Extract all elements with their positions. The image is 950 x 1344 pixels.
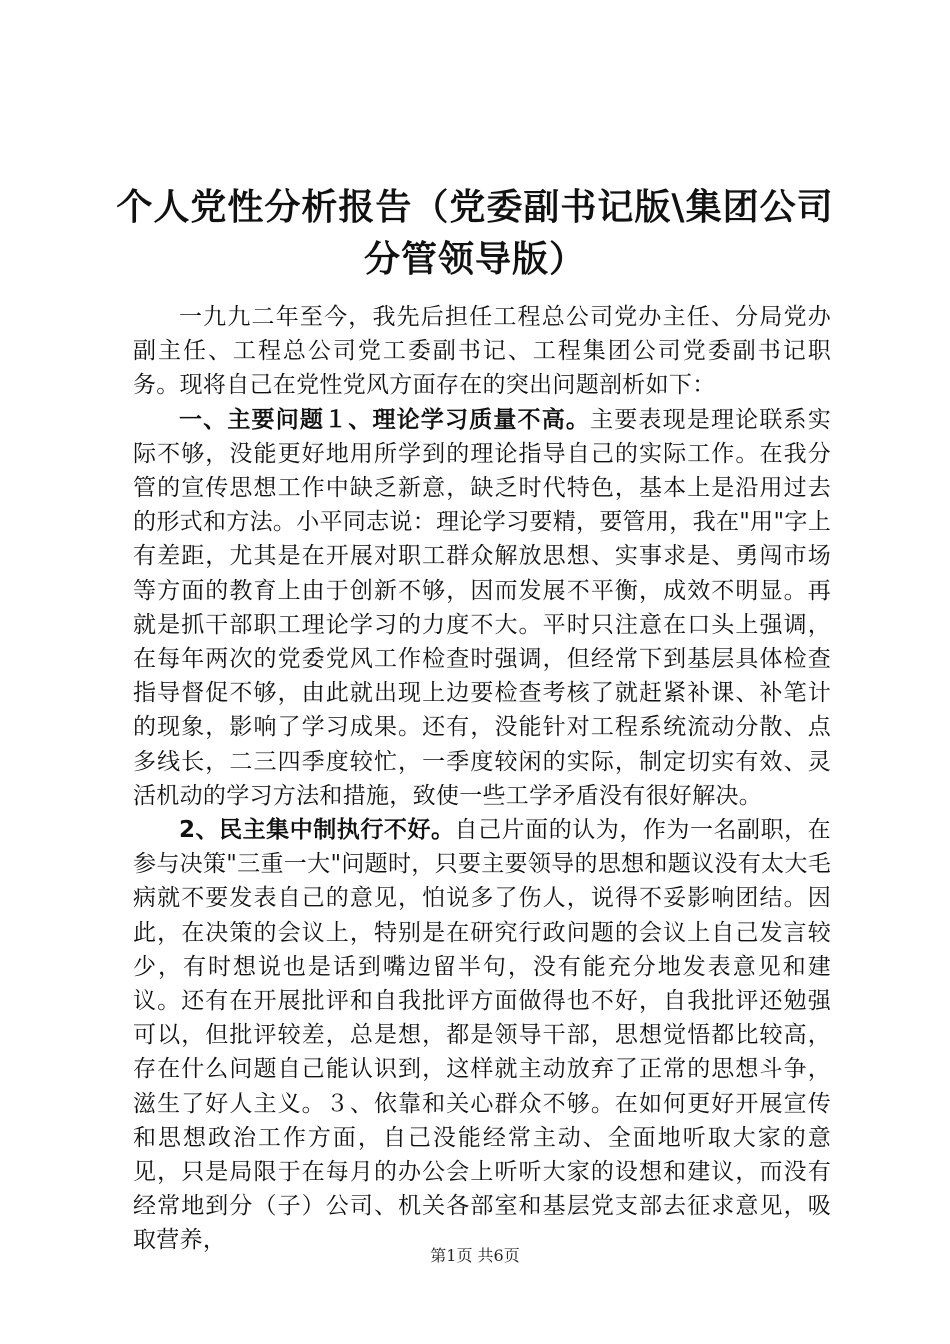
title-line-1: 个人党性分析报告（党委副书记版\集团公司 <box>116 187 834 228</box>
title-line-2: 分管领导版） <box>363 239 586 280</box>
section-2-paragraph <box>133 813 831 1258</box>
document-title <box>100 182 850 286</box>
section-1-paragraph <box>133 403 831 813</box>
section-1-body: 主要表现是理论联系实际不够，没能更好地用所学到的理论指导自己的实际工作。在我分管的宣传思想工作中缺乏新意，缺乏时代特色，基本上是沿用过去的形式和方法。小平同志说：理论学习要精，要管用，我在"用"字上有差距，尤其是在开展对职工群众解放思想、实事求是、勇闯市场等方面的教育上由于创新不够，因而发展不平衡，成效不明显。再就是抓干部职工理论学习的力度不大。平时只注意在口头上强调，在每年两次的党委党风工作检查时强调，但经常下到基层具体检查指导督促不够，由此就出现上边要检查考核了就赶紧补课、补笔计的现象，影响了学习成果。还有，没能针对工程系统流动分散、点多线长，二三四季度较忙，一季度较闲的实际，制定切实有效、灵活机动的学习方法和措施，致使一些工学矛盾没有很好解决。 <box>133 406 832 809</box>
intro-paragraph: 一九九二年至今，我先后担任工程总公司党办主任、分局党办副主任、工程总公司党工委副书记、工程集团公司党委副书记职务。现将自己在党性党风方面存在的突出问题剖析如下： <box>133 304 831 399</box>
section-2-heading: 2、民主集中制执行不好。 <box>179 817 455 844</box>
section-1-heading: 一、主要问题１、理论学习质量不高。 <box>179 406 591 433</box>
document-body <box>133 300 831 1258</box>
page-number: 第1页 共6页 <box>430 1246 520 1265</box>
section-2-body: 自己片面的认为，作为一名副职，在参与决策"三重一大"问题时，只要主要领导的思想和题议没有太大毛病就不要发表自己的意见，怕说多了伤人，说得不妥影响团结。因此，在决策的会议上，特别是在研究行政问题的会议上自己发言较少，有时想说也是话到嘴边留半句，没有能充分地发表意见和建议。还有在开展批评和自我批评方面做得也不好，自我批评还勉强可以，但批评较差，总是想，都是领导干部，思想觉悟都比较高，存在什么问题自己能认识到，这样就主动放弃了正常的思想斗争，滋生了好人主义。３、依靠和关心群众不够。在如何更好开展宣传和思想政治工作方面，自己没能经常主动、全面地听取大家的意见，只是局限于在每月的办公会上听听大家的设想和建议，而没有经常地到分（子）公司、机关各部室和基层党支部去征求意见，吸取营养， <box>133 817 831 1254</box>
